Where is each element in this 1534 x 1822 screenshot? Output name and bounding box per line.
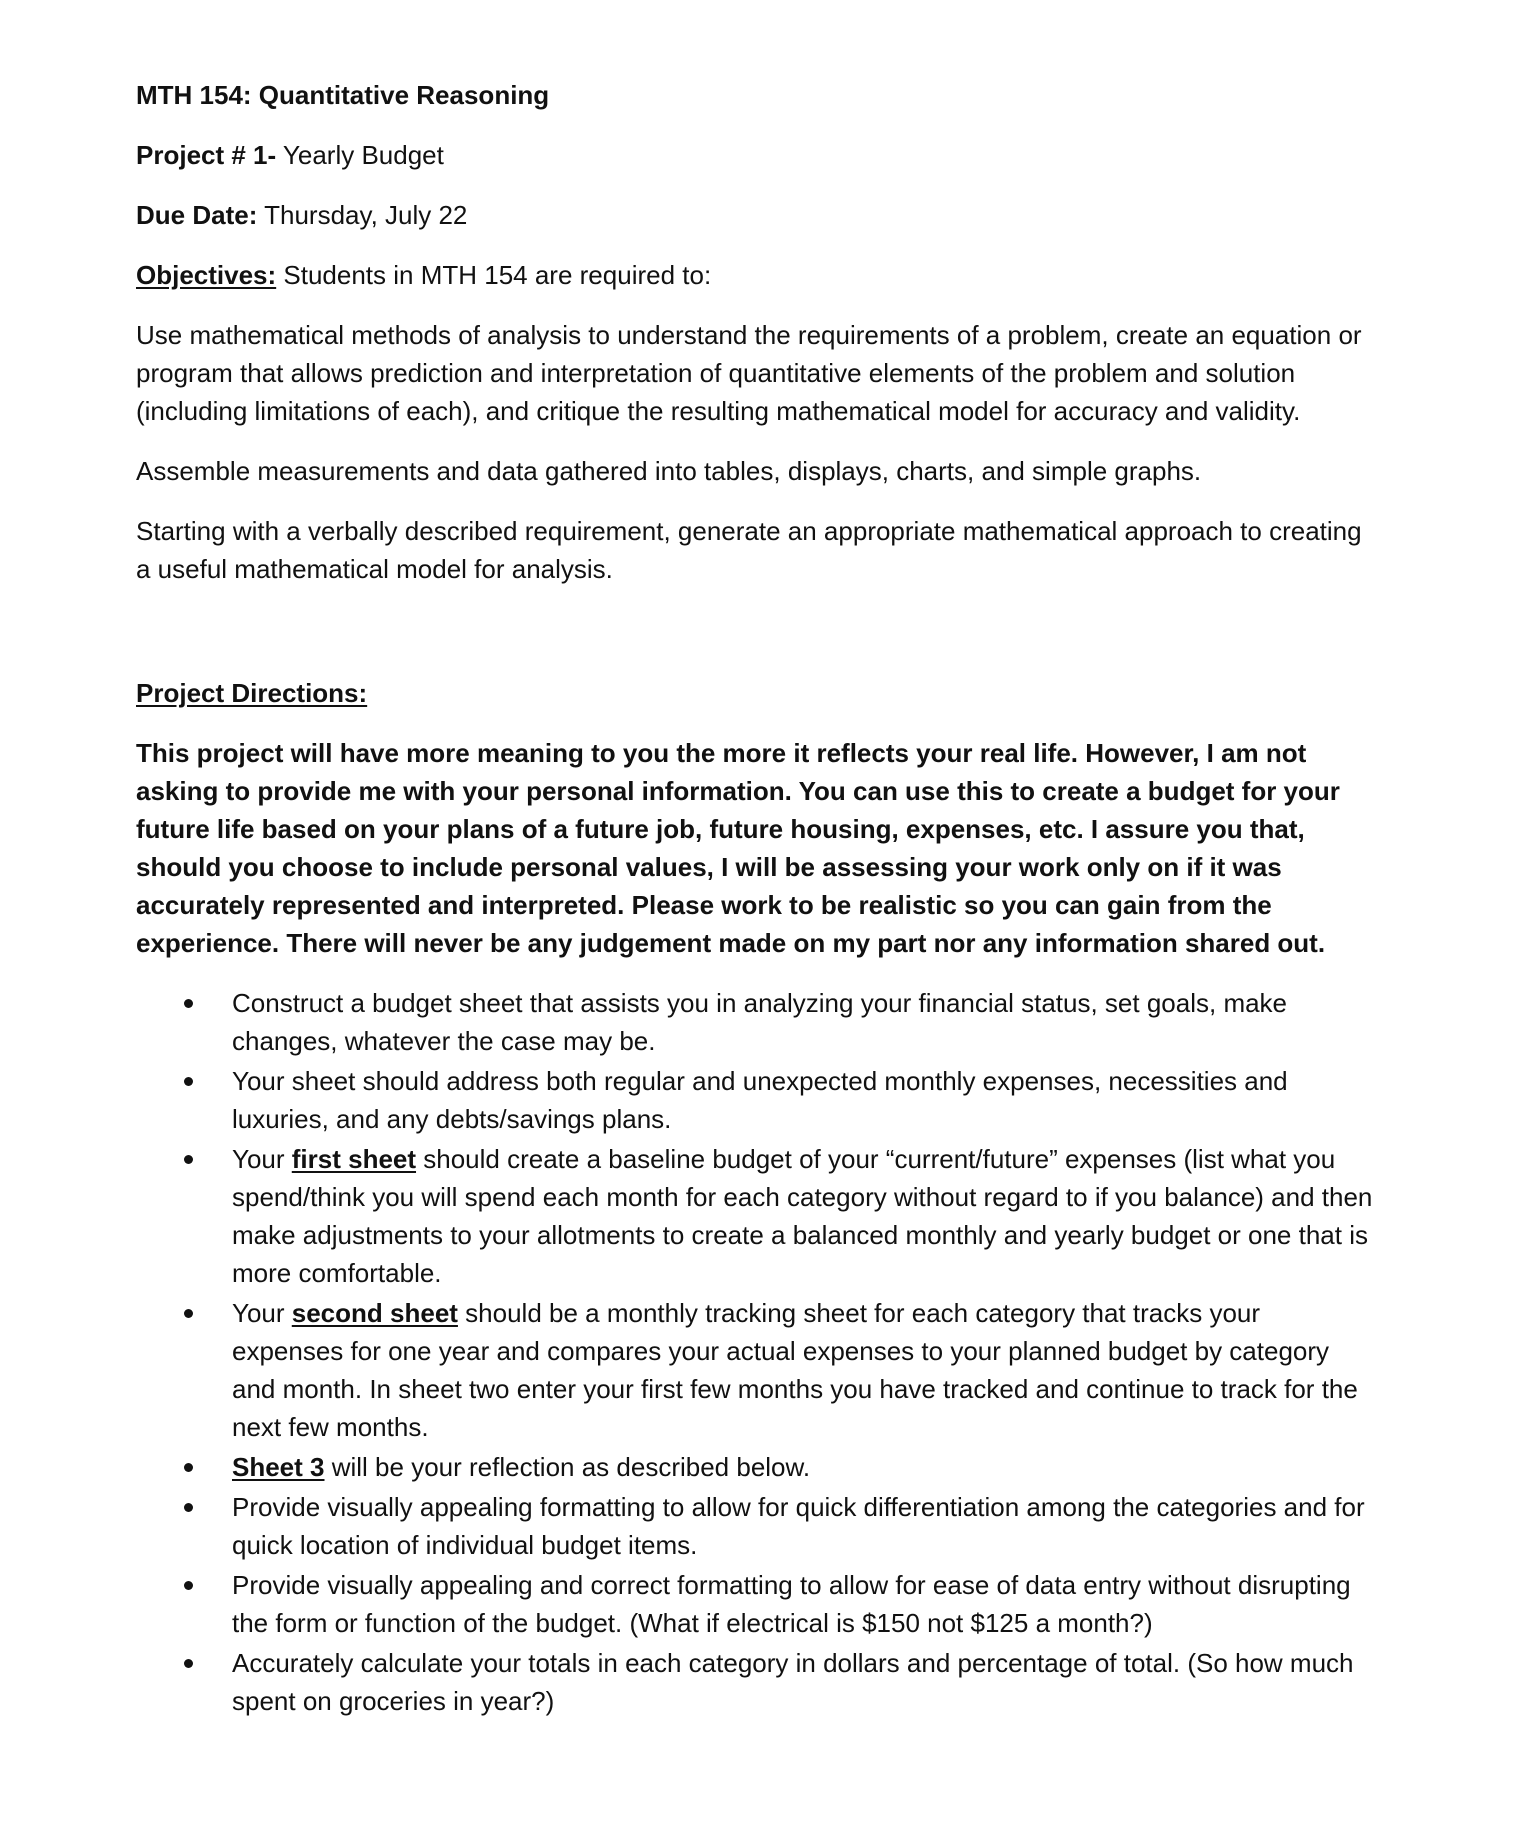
list-item-text-prefix: Your — [232, 1144, 292, 1174]
directions-list — [136, 984, 1376, 1720]
bullet-icon — [184, 1503, 193, 1512]
bullet-icon — [184, 1581, 193, 1590]
list-item-text: Provide visually appealing formatting to allow for quick differentiation among the categories and for quick location of individual budget items. — [232, 1492, 1365, 1560]
objectives-label: Objectives: — [136, 260, 277, 290]
objective-paragraph: Starting with a verbally described requirement, generate an appropriate mathematical approach to creating a useful mathematical model for analysis. — [136, 516, 1362, 584]
course-title: MTH 154: Quantitative Reasoning — [136, 80, 550, 110]
list-item-text: Construct a budget sheet that assists you in analyzing your financial status, set goals, make changes, whatever the case may be. — [232, 988, 1288, 1056]
list-item-text: Provide visually appealing and correct formatting to allow for ease of data entry without disrupting the form or function of the budget. (What if electrical is $150 not $125 a month?) — [232, 1570, 1351, 1638]
due-date-value: Thursday, July 22 — [257, 200, 468, 230]
sheet-3-emphasis: Sheet 3 — [232, 1452, 325, 1482]
list-item-text: should be a monthly tracking sheet for each category that tracks your expenses for one year and compares your actual expenses to your planned budget by category and month. In sheet two enter your first few months you have tracked and continue to track for the next few months. — [232, 1298, 1358, 1442]
list-item-text: Your sheet should address both regular and unexpected monthly expenses, necessities and luxuries, and any debts/savings plans. — [232, 1066, 1288, 1134]
objective-paragraph: Use mathematical methods of analysis to understand the requirements of a problem, create an equation or program that allows prediction and interpretation of quantitative elements of the problem and solution (including limitations of each), and critique the resulting mathematical model for accuracy and validity. — [136, 320, 1362, 426]
document-page — [136, 76, 1376, 1722]
list-item — [136, 1140, 1376, 1292]
objectives-line — [136, 256, 1376, 294]
list-item — [136, 1488, 1376, 1564]
list-item — [136, 1448, 1376, 1486]
objectives-intro: Students in MTH 154 are required to: — [276, 260, 712, 290]
directions-intro: This project will have more meaning to you the more it reflects your real life. However, I am not asking to provide me with your personal information. You can use this to create a budget for your future life based on your plans of a future job, future housing, expenses, etc. I assure you that, should you choose to include personal values, I will be assessing your work only on if it was accurately represented and interpreted. Please work to be realistic so you can gain from the experience. There will never be any judgement made on my part nor any information shared out. — [136, 738, 1340, 958]
list-item — [136, 1644, 1376, 1720]
due-date-label: Due Date: — [136, 200, 258, 230]
spacer — [136, 610, 1376, 674]
second-sheet-emphasis: second sheet — [291, 1298, 458, 1328]
list-item-text: will be your reflection as described below. — [324, 1452, 811, 1482]
project-name: Yearly Budget — [276, 140, 444, 170]
objective-paragraph: Assemble measurements and data gathered into tables, displays, charts, and simple graphs. — [136, 456, 1202, 486]
bullet-icon — [184, 999, 193, 1008]
bullet-icon — [184, 1077, 193, 1086]
project-title-line — [136, 136, 1376, 174]
list-item-text-prefix: Your — [232, 1298, 292, 1328]
directions-heading: Project Directions: — [136, 678, 368, 708]
list-item — [136, 1566, 1376, 1642]
list-item-text: Accurately calculate your totals in each category in dollars and percentage of total. (So how much spent on groceries in year?) — [232, 1648, 1354, 1716]
bullet-icon — [184, 1309, 193, 1318]
bullet-icon — [184, 1463, 193, 1472]
list-item — [136, 1062, 1376, 1138]
list-item — [136, 1294, 1376, 1446]
bullet-icon — [184, 1155, 193, 1164]
bullet-icon — [184, 1659, 193, 1668]
list-item — [136, 984, 1376, 1060]
list-item-text: should create a baseline budget of your “current/future” expenses (list what you spend/think you will spend each month for each category without regard to if you balance) and then make adjustments to your allotments to create a balanced monthly and yearly budget or one that is more comfortable. — [232, 1144, 1373, 1288]
project-label: Project # 1- — [136, 140, 277, 170]
first-sheet-emphasis: first sheet — [291, 1144, 417, 1174]
due-date-line — [136, 196, 1376, 234]
